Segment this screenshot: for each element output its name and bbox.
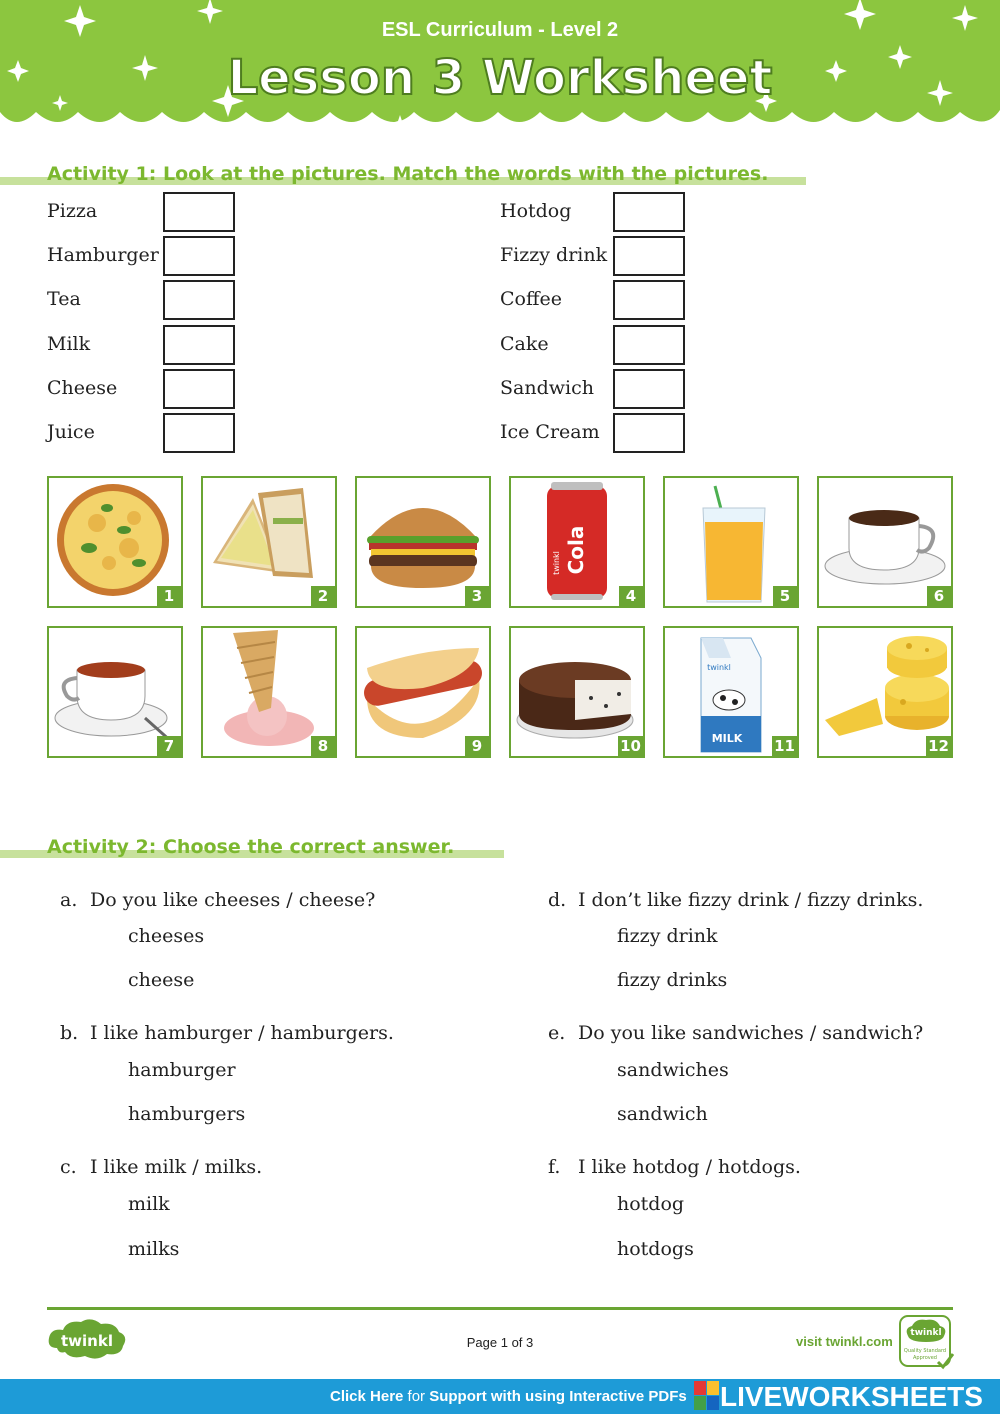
match-answer-box[interactable]	[163, 325, 235, 365]
question-letter: e.	[548, 1022, 566, 1044]
match-word: Pizza	[47, 200, 98, 222]
question-b	[60, 1022, 394, 1044]
picture-10	[509, 626, 645, 758]
match-answer-box[interactable]	[163, 369, 235, 409]
question-a	[60, 889, 375, 911]
match-word: Coffee	[500, 288, 562, 310]
picture-9	[355, 626, 491, 758]
picture-8	[201, 626, 337, 758]
question-f	[548, 1156, 801, 1178]
page-title: Lesson 3 Worksheet	[227, 50, 773, 106]
picture-number: 10	[620, 737, 641, 755]
question-letter: c.	[60, 1156, 77, 1178]
question-letter: a.	[60, 889, 78, 911]
picture-number: 1	[157, 586, 181, 606]
answer-option[interactable]: cheeses	[128, 925, 205, 947]
picture-number: 5	[773, 586, 797, 606]
question-text: I like hamburger / hamburgers.	[90, 1022, 394, 1044]
match-answer-box[interactable]	[163, 280, 235, 320]
match-answer-box[interactable]	[613, 192, 685, 232]
match-word: Fizzy drink	[500, 244, 608, 266]
match-word: Cake	[500, 333, 549, 355]
picture-number: 12	[928, 737, 949, 755]
question-d	[548, 889, 923, 911]
question-text: Do you like sandwiches / sandwich?	[578, 1022, 924, 1044]
picture-number: 2	[311, 586, 335, 606]
question-e	[548, 1022, 923, 1044]
liveworksheets-brand: LIVEWORKSHEETS	[720, 1381, 983, 1412]
match-word: Juice	[47, 421, 95, 443]
cola-brand: twinkl	[552, 551, 561, 575]
support-link[interactable]: Click Here for Support with using Interactive PDFs	[330, 1388, 687, 1405]
question-text: Do you like cheeses / cheese?	[90, 889, 376, 911]
picture-7	[47, 626, 183, 758]
answer-option[interactable]: hamburgers	[128, 1103, 246, 1125]
question-text: I don’t like fizzy drink / fizzy drinks.	[578, 889, 924, 911]
answer-option[interactable]: hotdogs	[617, 1238, 694, 1260]
answer-option[interactable]: sandwich	[617, 1103, 708, 1125]
activity2-heading	[0, 836, 504, 862]
picture-number: 9	[465, 736, 489, 756]
answer-option[interactable]: milk	[128, 1193, 170, 1215]
match-word: Hamburger	[47, 244, 159, 266]
answer-option[interactable]: hotdog	[617, 1193, 685, 1215]
picture-6	[817, 476, 953, 608]
quality-badge-icon	[898, 1314, 954, 1370]
answer-option[interactable]: fizzy drinks	[617, 969, 728, 991]
support-bar[interactable]	[0, 1379, 1000, 1414]
match-answer-box[interactable]	[613, 325, 685, 365]
activity2-heading-text: Activity 2: Choose the correct answer.	[47, 836, 455, 858]
visit-link[interactable]: visit twinkl.com	[796, 1334, 893, 1349]
picture-2	[201, 476, 337, 608]
picture-number: 6	[927, 586, 951, 606]
question-c	[60, 1156, 262, 1178]
milk-brand: twinkl	[707, 663, 731, 672]
match-word: Ice Cream	[500, 421, 600, 443]
picture-4	[509, 476, 645, 608]
match-word: Hotdog	[500, 200, 572, 222]
footer-divider	[47, 1307, 953, 1310]
question-letter: f.	[548, 1156, 561, 1178]
question-text: I like hotdog / hotdogs.	[578, 1156, 801, 1178]
header-banner	[0, 0, 1000, 135]
activity1-heading-text: Activity 1: Look at the pictures. Match the words with the pictures.	[47, 163, 769, 185]
match-answer-box[interactable]	[163, 413, 235, 453]
match-answer-box[interactable]	[613, 236, 685, 276]
page-number: Page 1 of 3	[466, 1335, 534, 1350]
match-word: Tea	[47, 288, 81, 310]
picture-3	[355, 476, 491, 608]
cola-label: Cola	[564, 525, 588, 575]
picture-number: 11	[774, 737, 795, 755]
question-letter: b.	[60, 1022, 79, 1044]
picture-number: 7	[157, 736, 181, 756]
svg-text:twinkl: twinkl	[61, 1332, 113, 1350]
match-answer-box[interactable]	[613, 369, 685, 409]
match-word: Milk	[47, 333, 91, 355]
match-answer-box[interactable]	[163, 192, 235, 232]
answer-option[interactable]: fizzy drink	[617, 925, 718, 947]
picture-number: 3	[465, 586, 489, 606]
svg-text:Quality Standard: Quality Standard	[903, 1348, 947, 1354]
svg-text:twinkl: twinkl	[910, 1328, 942, 1338]
question-letter: d.	[548, 889, 567, 911]
match-answer-box[interactable]	[613, 413, 685, 453]
picture-5	[663, 476, 799, 608]
picture-1	[47, 476, 183, 608]
answer-option[interactable]: milks	[128, 1238, 180, 1260]
picture-11	[663, 626, 799, 758]
answer-option[interactable]: sandwiches	[617, 1059, 729, 1081]
picture-12	[817, 626, 953, 758]
match-word: Sandwich	[500, 377, 594, 399]
svg-text:Approved: Approved	[913, 1355, 937, 1361]
match-answer-box[interactable]	[163, 236, 235, 276]
picture-number: 8	[311, 736, 335, 756]
match-answer-box[interactable]	[613, 280, 685, 320]
question-text: I like milk / milks.	[90, 1156, 263, 1178]
header-subtitle: ESL Curriculum - Level 2	[381, 19, 619, 41]
picture-number: 4	[619, 586, 643, 606]
milk-label: MILK	[711, 732, 743, 745]
liveworksheets-logo-icon	[694, 1381, 720, 1411]
activity1-heading	[0, 163, 806, 189]
match-word: Cheese	[47, 377, 118, 399]
answer-option[interactable]: cheese	[128, 969, 195, 991]
answer-option[interactable]: hamburger	[128, 1059, 236, 1081]
